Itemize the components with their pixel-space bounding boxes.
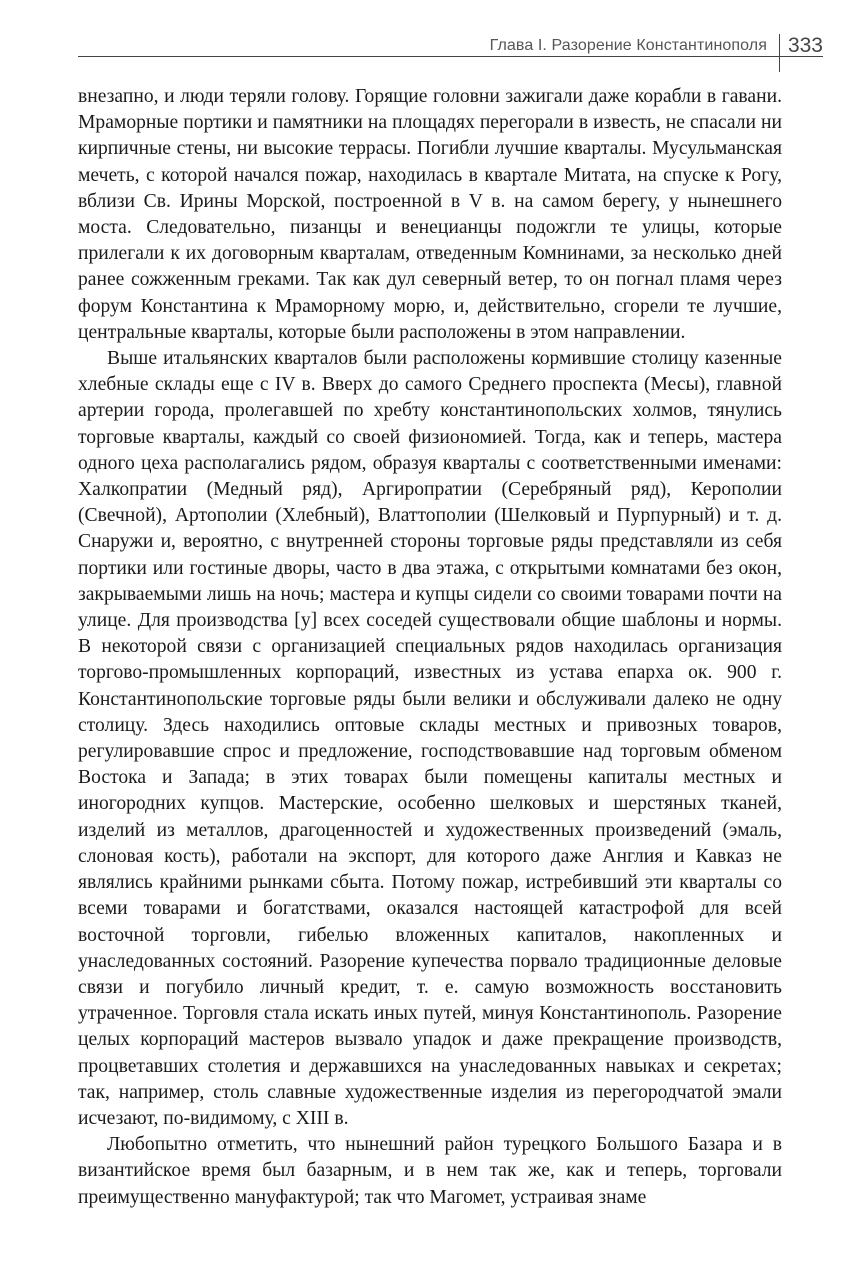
paragraph-continued: внезапно, и люди теряли голову. Горящие головни зажигали даже корабли в гавани. Мраморные портики и памятники на площадях перегорали в известь, не спасали ни кирпичные стены, ни высокие террасы. Погибли лучшие кварталы. Мусульманская мечеть, с которой начался пожар, находилась в квартале Митата, на спуске к Рогу, вблизи Св. Ирины Морской, построенной в V в. на самом берегу, у нынешнего моста. Следовательно, пизанцы и венецианцы подожгли те улицы, которые прилегали к их договорным кварталам, отведенным Комнинами, за несколько дней ранее сожженным греками. Так как дул северный ветер, то он погнал пламя через форум Константина к Мраморному морю, и, действительно, сгорели те лучшие, центральные кварталы, которые были расположены в этом направлении.: [78, 86, 782, 343]
chapter-title: Глава I. Разорение Константинополя: [489, 37, 767, 54]
header-divider: [779, 34, 780, 72]
paragraph: Любопытно отметить, что нынешний район турецкого Большого Базара и в византийское время был базарным, и в нем так же, как и теперь, торговали преимущественно мануфактурой; так что Магомет, устраивая знаме: [78, 1134, 782, 1208]
page-number: 333: [787, 34, 823, 57]
paragraph: Выше итальянских кварталов были расположены кормившие столицу казенные хлебные склады еще с IV в. Вверх до самого Среднего проспекта (Месы), главной артерии города, пролегавшей по хребту константинопольских холмов, тянулись торговые кварталы, каждый со своей физиономией. Тогда, как и теперь, мастера одного цеха располагались рядом, образуя кварталы с соответственными именами: Халкопратии (Медный ряд), Аргиропратии (Серебряный ряд), Керополии (Свечной), Артополии (Хлебный), Влаттополии (Шелковый и Пурпурный) и т. д. Снаружи и, вероятно, с внутренней стороны торговые ряды представляли из себя портики или гостиные дворы, часто в два этажа, с открытыми комнатами без окон, закрываемыми лишь на ночь; мастера и купцы сидели со своими товарами почти на улице. Для производства [у] всех соседей существовали общие шаблоны и нормы. В некоторой связи с организацией специальных рядов находилась организация торгово-промышленных корпораций, известных из устава епарха ок. 900 г. Константинопольские торговые ряды были велики и обслуживали далеко не одну столицу. Здесь находились оптовые склады местных и привозных товаров, регулировавшие спрос и предложение, господствовавшие над торговым обменом Востока и Запада; в этих товарах были помещены капиталы местных и иногородних купцов. Мастерские, особенно шелковых и шерстяных тканей, изделий из металлов, драгоценностей и художественных произведений (эмаль, слоновая кость), работали на экспорт, для которого даже Англия и Кавказ не являлись крайними рынками сбыта. Потому пожар, истребивший эти кварталы со всеми товарами и богатствами, оказался настоящей катастрофой для всей восточной торговли, гибелью вложенных капиталов, накопленных и унаследованных состояний. Разорение купечества порвало традиционные деловые связи и погубило личный кредит, т. е. самую возможность восстановить утраченное. Торговля стала искать иных путей, минуя Константинополь. Разорение целых корпораций мастеров вызвало упадок и даже прекращение производств, процветавших столетия и державшихся на унаследованных навыках и секретах; так, например, столь славные художественные изделия из перегородчатой эмали исчезают, по-видимому, с XIII в.: [78, 348, 782, 1129]
running-header: [78, 34, 823, 57]
body-text: [78, 84, 782, 1211]
